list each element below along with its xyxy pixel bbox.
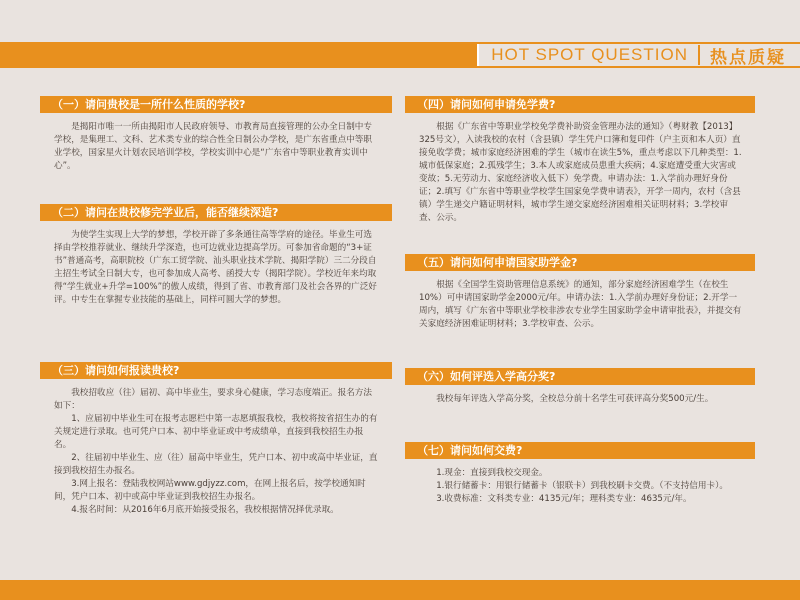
section-1-paragraph: 是揭阳市唯一一所由揭阳市人民政府领导、市教育局直接管理的公办全日制中专学校，是集理工、文科、艺术类专业的综合性全日制公办学校，是广东省重点中等职业学校，国家星火计划农民培训学校，学校实训中心是“广东省中等职业教育实训中心”。: [54, 122, 372, 171]
section-2: [40, 204, 392, 307]
section-2-paragraph: 为使学生实现上大学的梦想，学校开辟了多条通往高等学府的途径。毕业生可选择由学校推荐就业、继续升学深造，也可边就业边提高学历。可参加省命题的“3+证书”普通高考，高职院校（广东工贸学院、汕头职业技术学院、揭阳学院）三二分段自主招生考试全日制大专，也可参加成人高考、函授大专（揭阳学院）。学校近年来均取得“学生就业+升学=100%”的傲人成绩，得到了省、市教育部门及社会各界的广泛好评。中专生在掌握专业技能的基础上，同样可圆大学的梦想。: [54, 230, 377, 305]
header-title-en: HOT SPOT QUESTION: [491, 45, 700, 65]
section-3-heading: （三）请问如何报读贵校?: [40, 362, 392, 379]
section-7-paragraph-3: 3.收费标准：文科类专业：4135元/年；理科类专业：4635元/年。: [436, 494, 692, 504]
section-4-paragraph: 根据《广东省中等职业学校免学费补助资金管理办法的通知》（粤财教【2013】325号文），入读我校的农村（含县镇）学生凭户口簿和复印件（户主页和本人页）直接免收学费；城市家庭经济困难的学生（城市在读生5%，重点考虑以下几种类型：1.城市低保家庭；2.孤残学生；3.本人或家庭成员患重大疾病；4.家庭遭受重大灾害或变故；5.无劳动力、家庭经济收入低下）免学费。申请办法：1.入学前办理好身份证；2.填写《广东省中等职业学校学生国家免学费申请表》，开学一周内，农村（含县镇）学生递交户籍证明材料，城市学生递交家庭经济困难相关证明材料；3.学校审查、公示。: [419, 122, 742, 223]
section-6-body: [405, 385, 755, 406]
section-4-heading: （四）请问如何申请免学费?: [405, 96, 755, 113]
section-3-paragraph-1: 1、应届初中毕业生可在报考志愿栏中第一志愿填报我校，我校将按省招生办的有关规定进行录取。也可凭户口本、初中毕业证或中考成绩单，直接到我校招生办报名。: [54, 414, 378, 450]
section-1: [40, 96, 392, 173]
section-1-heading: （一）请问贵校是一所什么性质的学校?: [40, 96, 392, 113]
section-1-body: [40, 113, 392, 173]
section-6-heading: （六）如何评选入学高分奖?: [405, 368, 755, 385]
section-4-body: [405, 113, 755, 225]
header-title-cn: 热点质疑: [710, 47, 786, 68]
section-6-paragraph: 我校每年评选入学高分奖，全校总分前十名学生可获评高分奖500元/生。: [436, 394, 714, 404]
section-5-paragraph: 根据《全国学生资助管理信息系统》的通知，部分家庭经济困难学生（在校生10%）可申请国家助学金2000元/年。申请办法：1.入学前办理好身份证；2.开学一周内，填写《广东省中等职业学校非涉农专业学生国家助学金申请审批表》，并提交有关家庭经济困难证明材料；3.学校审查、公示。: [419, 280, 742, 329]
section-7-paragraph-2: 1.银行储蓄卡：用银行储蓄卡（银联卡）到我校刷卡交费。（不支持信用卡）。: [436, 481, 728, 491]
section-5: [405, 254, 755, 331]
section-5-body: [405, 271, 755, 331]
section-7-heading: （七）请问如何交费?: [405, 442, 755, 459]
section-5-heading: （五）请问如何申请国家助学金?: [405, 254, 755, 271]
footer-bar: [0, 580, 800, 600]
section-2-body: [40, 221, 392, 307]
section-7-paragraph-1: 1.现金：直接到我校交现金。: [436, 468, 548, 478]
header-title-box: [477, 44, 800, 66]
section-3-paragraph-intro: 我校招收应（往）届初、高中毕业生，要求身心健康，学习态度端正。报名方法如下：: [54, 388, 372, 411]
section-4: [405, 96, 755, 225]
section-6: [405, 368, 755, 406]
section-3-body: [40, 379, 392, 517]
section-3-paragraph-2: 2、往届初中毕业生、应（往）届高中毕业生，凭户口本、初中或高中毕业证，直接到我校招生办报名。: [54, 453, 378, 476]
section-2-heading: （二）请问在贵校修完学业后，能否继续深造?: [40, 204, 392, 221]
section-7-body: [405, 459, 755, 506]
section-3-paragraph-4: 4.报名时间：从2016年6月底开始接受报名，我校根据情况择优录取。: [71, 505, 339, 515]
section-3-paragraph-3: 3.网上报名：登陆我校网站www.gdjyzz.com，在网上报名后，按学校通知时间，凭户口本、初中或高中毕业证到我校招生办报名。: [54, 479, 366, 502]
section-3: [40, 362, 392, 517]
section-7: [405, 442, 755, 506]
